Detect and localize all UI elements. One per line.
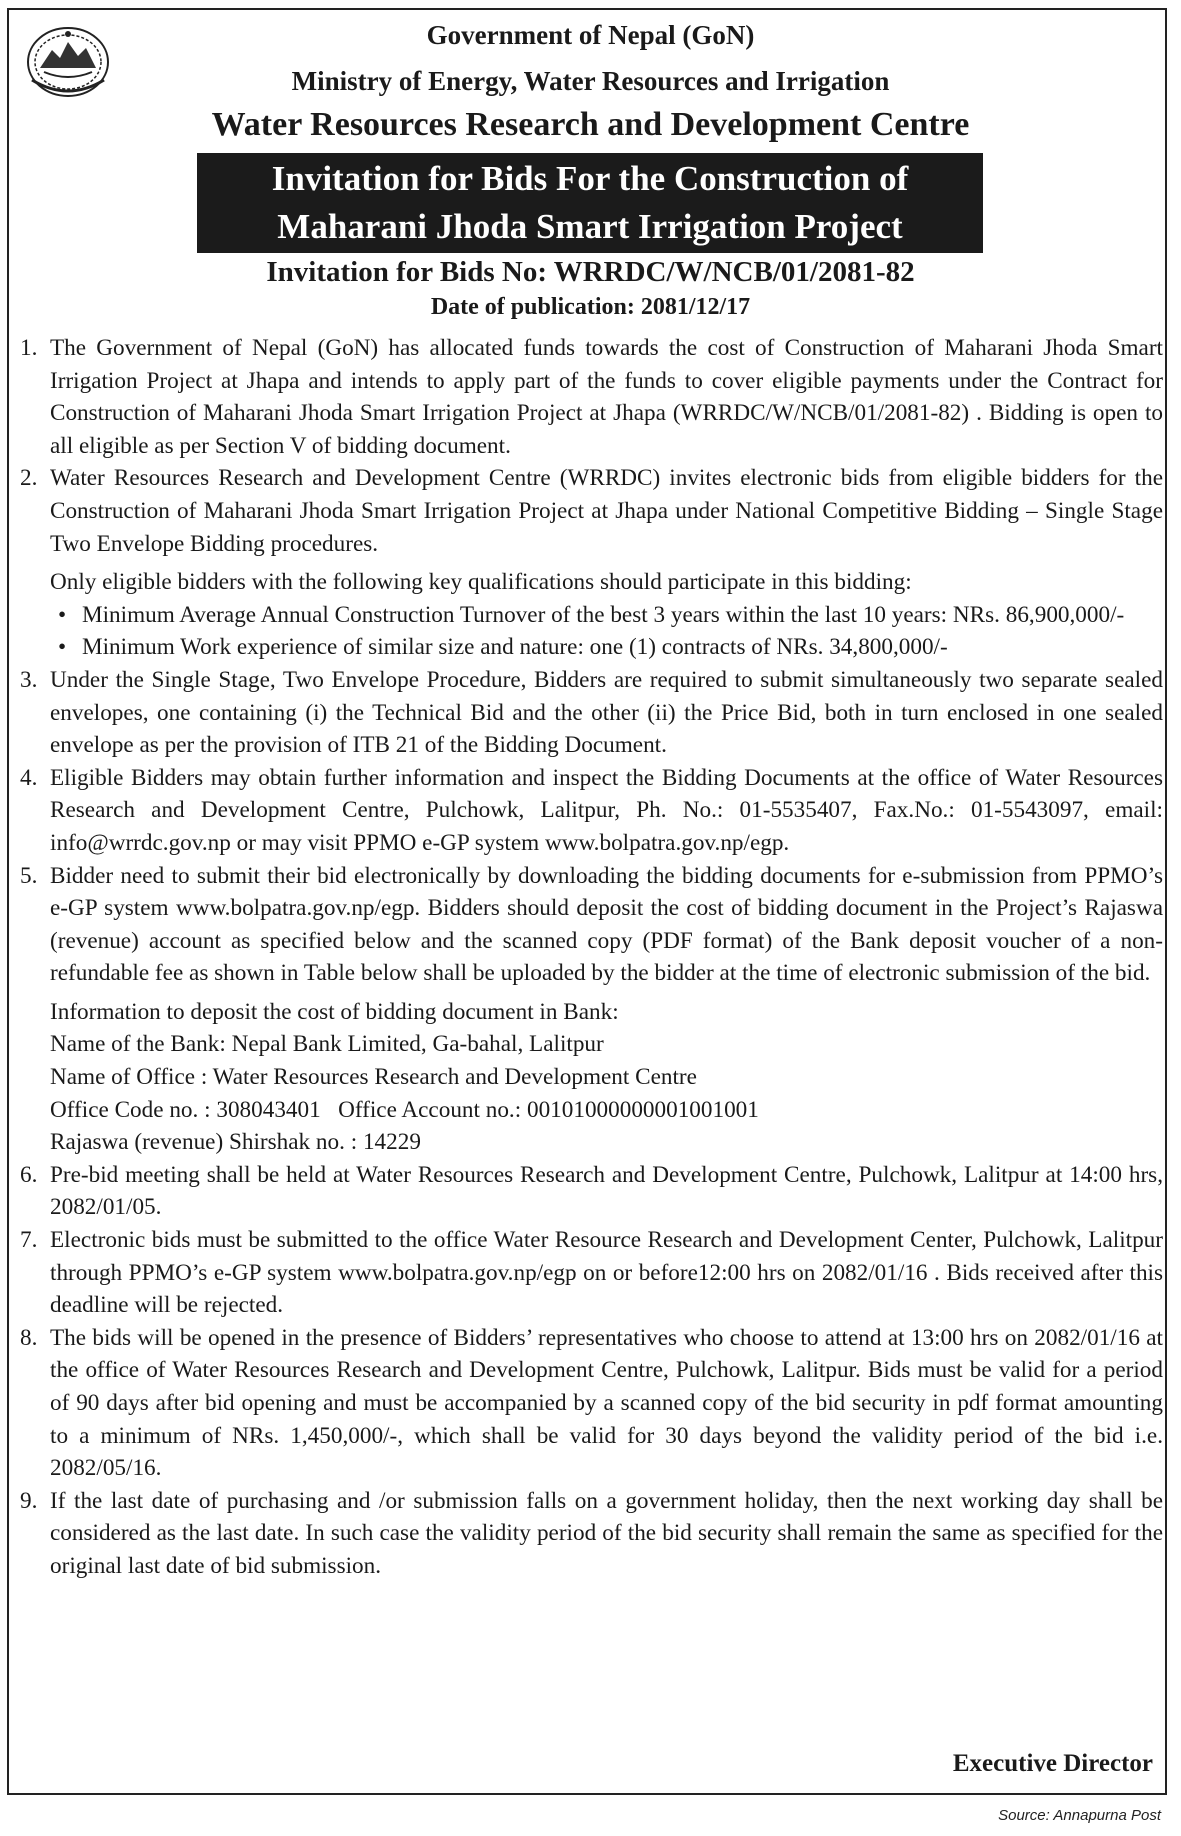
paragraph-number: 6. [20, 1161, 38, 1188]
paragraph-number: 3. [20, 666, 38, 693]
notice-title-banner [197, 153, 983, 253]
paragraph-3 [20, 664, 1163, 762]
paragraph-number: 7. [20, 1227, 38, 1254]
notice-body [20, 332, 1163, 1583]
paragraph-text: Water Resources Research and Development Centre (WRRDC) invites electronic bids from eligible bidders for the Construction of Maharani Jhoda Smart Irrigation Project at Jhapa under National Competitive Bidding – Single Stage Two Envelope Bidding procedures. [50, 465, 1163, 557]
paragraph-number: 8. [20, 1324, 38, 1351]
paragraph-4 [20, 762, 1163, 860]
qualifications-intro: Only eligible bidders with the following key qualifications should participate in this bidding: [50, 569, 912, 596]
bank-name: Name of the Bank: Nepal Bank Limited, Ga-bahal, Lalitpur [50, 1031, 604, 1058]
paragraph-number: 2. [20, 465, 38, 492]
qualification-text: Minimum Work experience of similar size and nature: one (1) contracts of NRs. 34,800,000/- [82, 634, 948, 661]
bullet-icon: • [58, 601, 67, 628]
bank-info-heading: Information to deposit the cost of bidding document in Bank: [50, 998, 619, 1025]
paragraph-number: 9. [20, 1487, 38, 1514]
paragraph-text: The Government of Nepal (GoN) has allocated funds towards the cost of Construction of Maharani Jhoda Smart Irrigation Project at Jhapa and intends to apply part of the funds to cover eligible payments under the Contract for Construction of Maharani Jhoda Smart Irrigation Project at Jhapa (WRRDC/W/NCB/01/2081-82) . Bidding is open to all eligible as per Section V of bidding document. [50, 335, 1163, 459]
qualification-item [20, 599, 1163, 632]
qualification-text: Minimum Average Annual Construction Turnover of the best 3 years within the last 10 years: NRs. 86,900,000/- [82, 601, 1125, 628]
publication-date: Date of publication: 2081/12/17 [430, 294, 751, 320]
paragraph-number: 5. [20, 862, 38, 889]
paragraph-text: If the last date of purchasing and /or submission falls on a government holiday, then the next working day shall be considered as the last date. In such case the validity period of the bid security shall remain the same as specified for the original last date of bid submission. [50, 1487, 1163, 1579]
qualification-item [20, 631, 1163, 664]
source-credit: Source: Annapurna Post [998, 1807, 1161, 1824]
ministry-title: Ministry of Energy, Water Resources and Irrigation [291, 66, 890, 96]
paragraph-9 [20, 1485, 1163, 1583]
paragraph-6 [20, 1159, 1163, 1224]
office-code: Office Code no. : 308043401 Office Account no.: 00101000000001001001 [50, 1096, 759, 1123]
paragraph-number: 4. [20, 764, 38, 791]
paragraph-text: Pre-bid meeting shall be held at Water Resources Research and Development Centre, Pulchowk, Lalitpur at 14:00 hrs, 2082/01/05. [50, 1161, 1163, 1221]
bid-number: Invitation for Bids No: WRRDC/W/NCB/01/2081-82 [266, 256, 915, 288]
paragraph-8 [20, 1322, 1163, 1485]
paragraph-number: 1. [20, 335, 38, 361]
paragraph-2 [20, 462, 1163, 560]
centre-title: Water Resources Research and Development Centre [211, 106, 970, 143]
paragraph-5 [20, 860, 1163, 990]
bullet-icon: • [58, 634, 67, 661]
revenue-shirshak: Rajaswa (revenue) Shirshak no. : 14229 [50, 1129, 421, 1156]
government-title: Government of Nepal (GoN) [426, 20, 755, 50]
banner-line-1: Invitation for Bids For the Construction of [271, 159, 909, 198]
paragraph-text: The bids will be opened in the presence of Bidders’ representatives who choose to attend at 13:00 hrs on 2082/01/16 at the office of Water Resources Research and Development Centre, Pulchowk, Lalitpur. Bids must be valid for a period of 90 days after bid opening and must be accompanied by a scanned copy of the bid security in pdf format amounting to a minimum of NRs. 1,450,000/-, which shall be valid for 30 days beyond the validity period of the bid i.e. 2082/05/16. [50, 1324, 1163, 1482]
paragraph-text: Under the Single Stage, Two Envelope Procedure, Bidders are required to submit simultaneously two separate sealed envelopes, one containing (i) the Technical Bid and the other (ii) the Price Bid, both in turn enclosed in one sealed envelope as per the provision of ITB 21 of the Bidding Document. [50, 666, 1163, 759]
banner-line-2: Maharani Jhoda Smart Irrigation Project [277, 207, 903, 246]
office-name: Name of Office : Water Resources Research and Development Centre [50, 1064, 697, 1091]
paragraph-1 [20, 332, 1163, 462]
paragraph-text: Bidder need to submit their bid electronically by downloading the bidding documents for e-submission from PPMO’s e-GP system www.bolpatra.gov.np/egp. Bidders should deposit the cost of bidding document in the Project’s Rajaswa (revenue) account as specified below and the scanned copy (PDF format) of the Bank deposit voucher of a non-refundable fee as shown in Table below shall be uploaded by the bidder at the time of electronic submission of the bid. [50, 862, 1163, 987]
paragraph-7 [20, 1224, 1163, 1322]
paragraph-text: Electronic bids must be submitted to the office Water Resource Research and Development Center, Pulchowk, Lalitpur through PPMO’s e-GP system www.bolpatra.gov.np/egp on or before12:00 hrs on 2082/01/16 . Bids received after this deadline will be rejected. [50, 1227, 1163, 1319]
signature-title: Executive Director [952, 1750, 1153, 1777]
paragraph-text: Eligible Bidders may obtain further information and inspect the Bidding Documents at the office of Water Resources Research and Development Centre, Pulchowk, Lalitpur, Ph. No.: 01-5535407, Fax.No.: 01-5543097, email: info@wrrdc.gov.np or may visit PPMO e-GP system www.bolpatra.gov.np/egp. [50, 764, 1163, 856]
bank-info [20, 996, 1163, 1159]
